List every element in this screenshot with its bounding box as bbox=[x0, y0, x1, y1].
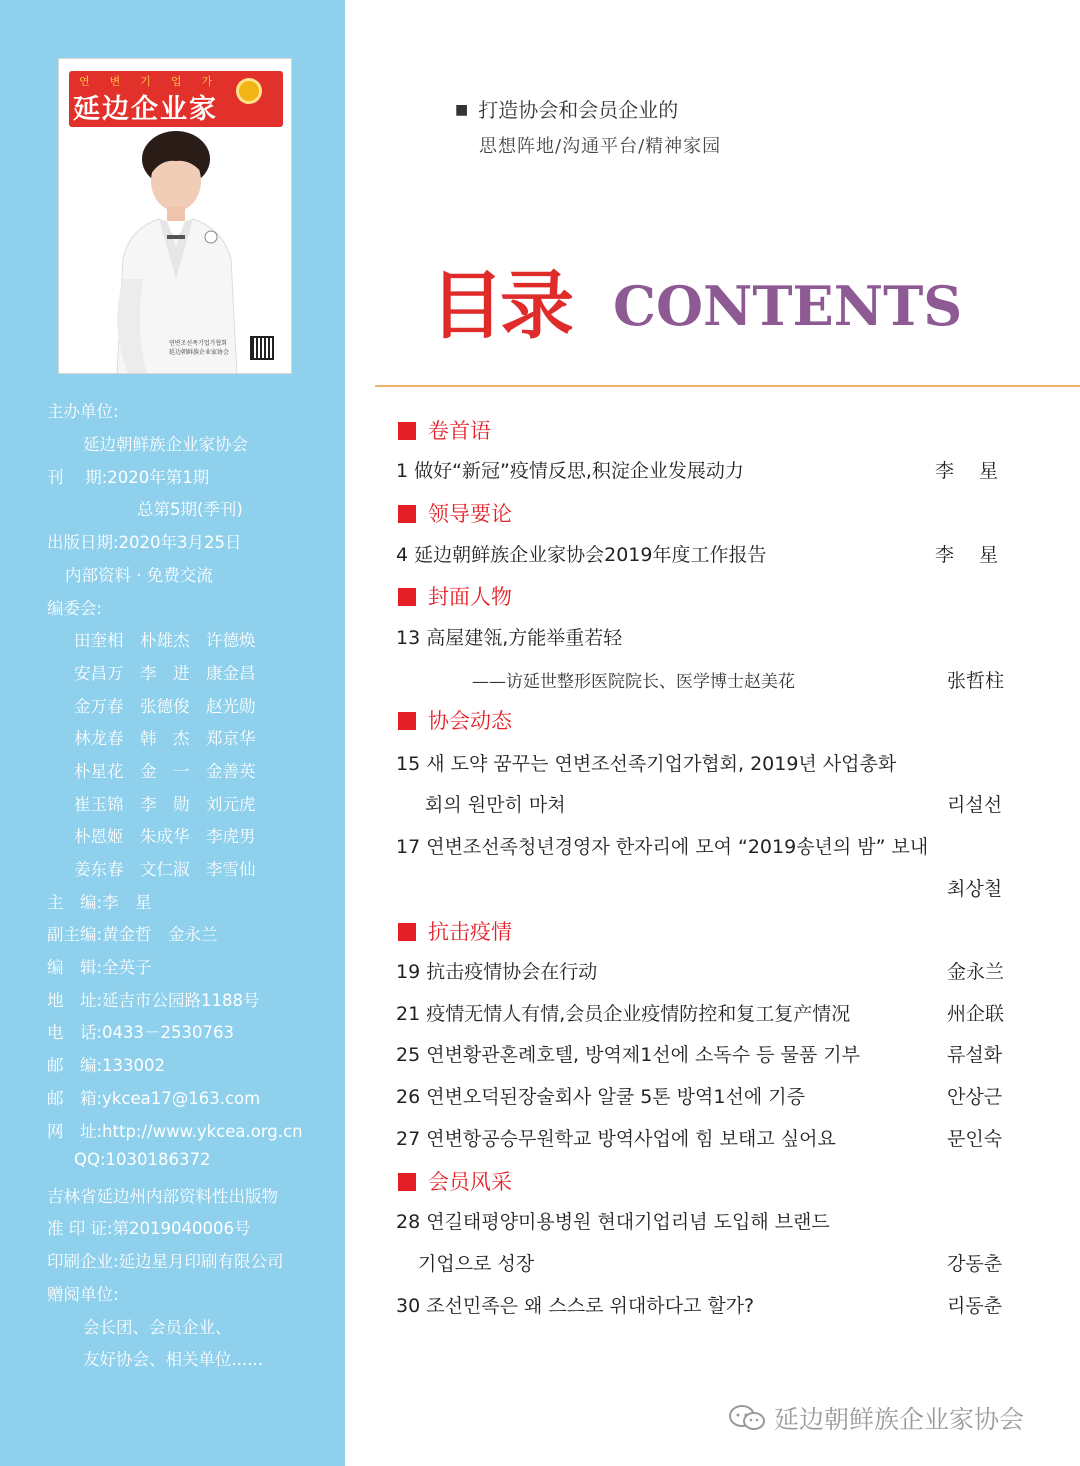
info-line: 主办单位: bbox=[47, 402, 119, 421]
qr-code-icon bbox=[250, 336, 274, 360]
toc-author: 州企联 bbox=[947, 1003, 1005, 1025]
section-heading bbox=[398, 581, 512, 611]
info-line: 编 辑:全英子 bbox=[47, 958, 152, 977]
toc-author: 리설선 bbox=[947, 794, 1003, 816]
info-line: 出版日期:2020年3月25日 bbox=[47, 533, 242, 552]
info-line: 朴星花 金 一 金善英 bbox=[74, 762, 256, 781]
toc-author: 강동춘 bbox=[947, 1253, 1003, 1275]
section-heading bbox=[398, 916, 512, 946]
info-line: 朴恩姬 朱成华 李虎男 bbox=[74, 827, 256, 846]
section-title: 卷首语 bbox=[428, 419, 491, 443]
info-line: 印刷企业:延边星月印刷有限公司 bbox=[47, 1252, 284, 1271]
cover-publisher-kr: 연변조선족기업가협회 bbox=[169, 340, 227, 347]
info-line: 总第5期(季刊) bbox=[137, 500, 243, 519]
header-divider bbox=[375, 385, 1080, 387]
toc-author: 류설화 bbox=[947, 1044, 1003, 1066]
info-line: 安昌万 李 进 康金昌 bbox=[74, 664, 256, 683]
toc-entry[interactable]: 1 做好“新冠”疫情反思,积淀企业发展动力 bbox=[396, 460, 744, 482]
section-heading bbox=[398, 705, 512, 735]
cover-chinese-title: 延边企业家 bbox=[73, 94, 218, 125]
website-link[interactable]: 网 址:http://www.ykcea.org.cn bbox=[47, 1122, 303, 1141]
info-line: 地 址:延吉市公园路1188号 bbox=[47, 991, 260, 1010]
wechat-watermark bbox=[728, 1400, 1024, 1436]
slogan-text: 打造协会和会员企业的 bbox=[478, 98, 679, 122]
slogan-line-2: 思想阵地/沟通平台/精神家园 bbox=[479, 136, 722, 157]
toc-author: 金永兰 bbox=[947, 961, 1005, 983]
toc-author: 张哲柱 bbox=[947, 670, 1005, 692]
contents-title-en: CONTENTS bbox=[613, 274, 963, 338]
red-square-icon bbox=[398, 505, 416, 523]
sidebar bbox=[0, 0, 345, 1466]
red-square-icon bbox=[398, 923, 416, 941]
email-link[interactable]: 邮 箱:ykcea17@163.com bbox=[47, 1089, 261, 1108]
toc-author: 안상근 bbox=[947, 1086, 1003, 1108]
toc-author: 李 星 bbox=[935, 460, 999, 482]
toc-author: 李 星 bbox=[935, 544, 999, 566]
info-line: 会长团、会员企业、 bbox=[83, 1318, 232, 1337]
info-line: 准 印 证:第2019040006号 bbox=[47, 1219, 251, 1238]
info-line: 电 话:0433－2530763 bbox=[47, 1023, 235, 1042]
toc-entry[interactable]: 13 高屋建瓴,方能举重若轻 bbox=[396, 627, 623, 649]
bullet-icon: ■ bbox=[455, 102, 469, 118]
cover-topline bbox=[59, 59, 292, 69]
info-line: 吉林省延边州内部资料性出版物 bbox=[47, 1187, 278, 1206]
section-heading bbox=[398, 498, 512, 528]
cover-korean-title: 연변기업가 bbox=[79, 75, 233, 88]
magazine-cover[interactable] bbox=[58, 58, 292, 374]
toc-author: 최상철 bbox=[947, 878, 1003, 900]
section-heading bbox=[398, 415, 491, 445]
toc-entry[interactable]: 17 연변조선족청년경영자 한자리에 모여 “2019송년의 밤” 보내 bbox=[396, 836, 929, 858]
toc-author: 문인숙 bbox=[947, 1128, 1003, 1150]
wechat-account-name: 延边朝鲜族企业家协会 bbox=[774, 1405, 1025, 1434]
info-line: 赠阅单位: bbox=[47, 1285, 119, 1304]
contents-title-cn: 目录 bbox=[430, 263, 570, 349]
info-line: 友好协会、相关单位...... bbox=[83, 1350, 263, 1369]
cover-publisher bbox=[169, 339, 229, 357]
info-line: 崔玉锦 李 勋 刘元虎 bbox=[74, 795, 256, 814]
info-line: 副主编:黄金哲 金永兰 bbox=[47, 925, 218, 944]
section-title: 封面人物 bbox=[428, 585, 512, 609]
toc-entry[interactable]: 15 새 도약 꿈꾸는 연변조선족기업가협회, 2019년 사업총화 bbox=[396, 753, 897, 775]
red-square-icon bbox=[398, 712, 416, 730]
slogan-line-1 bbox=[455, 94, 678, 123]
info-line: 延边朝鲜族企业家协会 bbox=[83, 435, 248, 454]
cover-masthead bbox=[69, 71, 283, 127]
toc-entry-continued[interactable]: 회의 원만히 마쳐 bbox=[425, 794, 566, 816]
toc-entry[interactable]: 30 조선민족은 왜 스스로 위대하다고 할가? bbox=[396, 1295, 755, 1317]
info-line: 田奎相 朴雄杰 许德焕 bbox=[74, 631, 256, 650]
info-line: 刊 期:2020年第1期 bbox=[47, 468, 210, 487]
toc-entry-continued[interactable]: 기업으로 성장 bbox=[418, 1253, 535, 1275]
section-title: 抗击疫情 bbox=[428, 920, 512, 944]
info-line: 金万春 张德俊 赵光勋 bbox=[74, 697, 256, 716]
toc-entry[interactable]: 25 연변황관혼례호텔, 방역제1선에 소독수 등 물품 기부 bbox=[396, 1044, 860, 1066]
toc-entry[interactable]: 26 연변오덕된장술회사 알쿨 5톤 방역1선에 기증 bbox=[396, 1086, 805, 1108]
red-square-icon bbox=[398, 422, 416, 440]
info-line: 邮 编:133002 bbox=[47, 1056, 166, 1075]
section-title: 领导要论 bbox=[428, 502, 512, 526]
info-line: 林龙春 韩 杰 郑京华 bbox=[74, 729, 256, 748]
toc-entry[interactable]: 27 연변항공승무원학교 방역사업에 힘 보태고 싶어요 bbox=[396, 1128, 836, 1150]
toc-author: 리동춘 bbox=[947, 1295, 1003, 1317]
section-title: 协会动态 bbox=[428, 709, 512, 733]
section-title: 会员风采 bbox=[428, 1170, 512, 1194]
toc-entry[interactable]: 28 연길태평양미용병원 현대기업리념 도입해 브랜드 bbox=[396, 1211, 830, 1233]
cover-publisher-cn: 延边朝鲜族企业家协会 bbox=[169, 349, 230, 356]
info-line: 姜东春 文仁淑 李雪仙 bbox=[74, 860, 256, 879]
wechat-icon bbox=[728, 1404, 766, 1432]
toc-entry[interactable]: 4 延边朝鲜族企业家协会2019年度工作报告 bbox=[396, 544, 767, 566]
toc-entry[interactable]: 21 疫情无情人有情,会员企业疫情防控和复工复产情况 bbox=[396, 1003, 851, 1025]
cover-badge-icon bbox=[236, 78, 262, 104]
info-line: 主 编:李 星 bbox=[47, 893, 152, 912]
section-heading bbox=[398, 1166, 512, 1196]
info-line: 编委会: bbox=[47, 599, 103, 618]
info-line: QQ:1030186372 bbox=[74, 1150, 211, 1169]
red-square-icon bbox=[398, 1173, 416, 1191]
toc-entry-subtitle[interactable]: ——访延世整形医院院长、医学博士赵美花 bbox=[472, 672, 795, 692]
toc-entry[interactable]: 19 抗击疫情协会在行动 bbox=[396, 961, 598, 983]
info-line: 内部资料 · 免费交流 bbox=[65, 566, 213, 585]
red-square-icon bbox=[398, 588, 416, 606]
